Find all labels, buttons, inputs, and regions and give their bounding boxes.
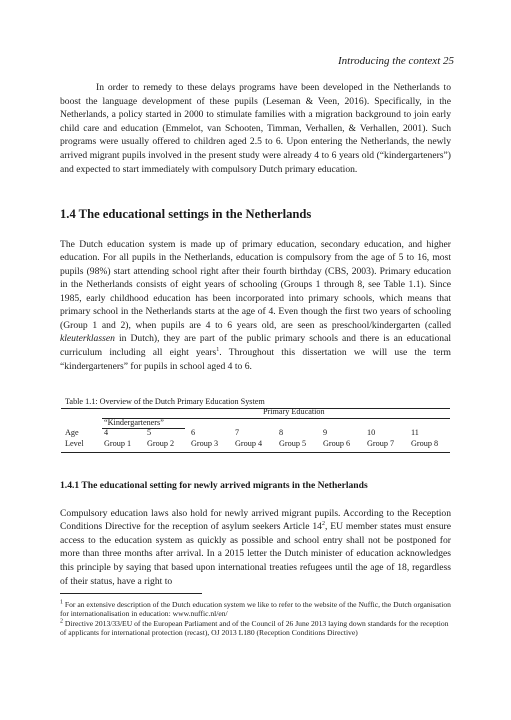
table-kindergarteners-rule: [102, 428, 185, 429]
paragraph-text: in Dutch), they are part of the public primary schools and there is an educational curriculum including all eight years: [60, 333, 451, 358]
table-cell-level: Group 5: [279, 439, 307, 448]
dutch-term: kleuterklassen: [60, 333, 115, 345]
footnote-1: [60, 600, 454, 618]
footnote-text: For an extensive description of the Dutch education system we like to refer to the website of the Nuffic, the Dutch organisation for internationalisation in education: www.nuffic.nl/en/: [60, 600, 451, 619]
intro-paragraph: In order to remedy to these delays programs have been developed in the Netherlands to boost the language development of these pupils (Leseman & Veen, 2016). Specifically, in the Netherlands, a policy started in 2000 to stimulate families with a migration background to join early child care and education (Emmelot, van Schooten, Timman, Verhallen, & Verhallen, 2001). Such programs were usually offered to children aged 2.5 to 6. Upon entering the Netherlands, the newly arrived migrant pupils involved in the present study were already 4 to 6 years old (“kindergarteners”) and expected to start immediately with compulsory Dutch primary education.: [60, 82, 451, 175]
footnote-mark: 2: [321, 521, 325, 527]
section-heading: 1.4 The educational settings in the Netherlands: [60, 207, 312, 221]
subsection-heading: 1.4.1 The educational setting for newly arrived migrants in the Netherlands: [60, 480, 368, 491]
footnote-separator: [60, 593, 202, 594]
paragraph-text: The Dutch education system is made up of primary education, secondary education, and higher education. For all pupils in the Netherlands, education is compulsory from the age of 5 to 16, most pupils (98%) start attending school right after their fourth birthday (CBS, 2003). Primary education in the Netherlands consists of eight years of schooling (Groups 1 through 8, see Table 1.1). Since 1985, early childhood education has been incorporated into primary schools, which means that primary school in the Netherlands starts at the age of 4. Even though the first two years of schooling (Group 1 and 2), when pupils are 4 to 6 years old, are seen as preschool/kindergarten (called: [60, 238, 451, 331]
table-cell-age: 11: [411, 428, 419, 437]
running-header: Introducing the context 25: [338, 55, 454, 67]
table-kindergarteners-header: “Kindergarteners”: [104, 418, 164, 427]
table-top-rule: [61, 408, 450, 409]
table-bottom-rule: [61, 452, 450, 453]
table-cell-age: 9: [323, 428, 328, 437]
table-row-label-level: Level: [65, 439, 84, 448]
table-cell-age: 6: [191, 428, 196, 437]
footnote-mark: 1: [216, 346, 220, 353]
intro-paragraph-block: [60, 81, 451, 176]
footnote-2: [60, 619, 454, 637]
table-cell-age: 10: [367, 428, 376, 437]
footnote-number: 2: [60, 618, 63, 625]
table-cell-level: Group 2: [147, 439, 175, 448]
table-cell-level: Group 4: [235, 439, 263, 448]
table-cell-level: Group 3: [191, 439, 219, 448]
table-cell-level: Group 8: [411, 439, 439, 448]
table-cell-level: Group 6: [323, 439, 351, 448]
table-span-header: Primary Education: [263, 407, 325, 416]
table-row-label-age: Age: [65, 428, 79, 437]
table-cell-level: Group 1: [104, 439, 132, 448]
table-caption: Table 1.1: Overview of the Dutch Primary Education System: [65, 397, 265, 406]
education-system-paragraph: [60, 228, 451, 383]
table-cell-age: 7: [235, 428, 240, 437]
table-cell-age: 5: [147, 428, 152, 437]
paragraph-text: , EU member states must ensure access to the education system as quickly as possible and school entry shall not be postponed for more than three months after arrival. In a 2015 letter the Dutch minister of education acknowledges this principle by saying that based upon international treaties refugees until the age of 18, regardless of their status, have a right to: [60, 521, 451, 587]
table-cell-level: Group 7: [367, 439, 395, 448]
footnote-text: Directive 2013/33/EU of the European Parliament and of the Council of 26 June 2013 laying down standards for the reception of applicants for international protection (recast), OJ 2013 L180 (Reception Conditions Directive): [60, 619, 449, 638]
table-cell-age: 4: [104, 428, 109, 437]
table-cell-age: 8: [279, 428, 284, 437]
footnote-number: 1: [60, 599, 63, 606]
migrant-setting-paragraph: [60, 497, 451, 598]
paragraph-text: . Throughout this dissertation we will use the term “kindergarteners” for pupils in school aged 4 to 6.: [60, 346, 451, 372]
paragraph-text: Compulsory education laws also hold for newly arrived migrant pupils. According to the Reception Conditions Directive for the reception of asylum seekers Article 14: [60, 507, 451, 533]
